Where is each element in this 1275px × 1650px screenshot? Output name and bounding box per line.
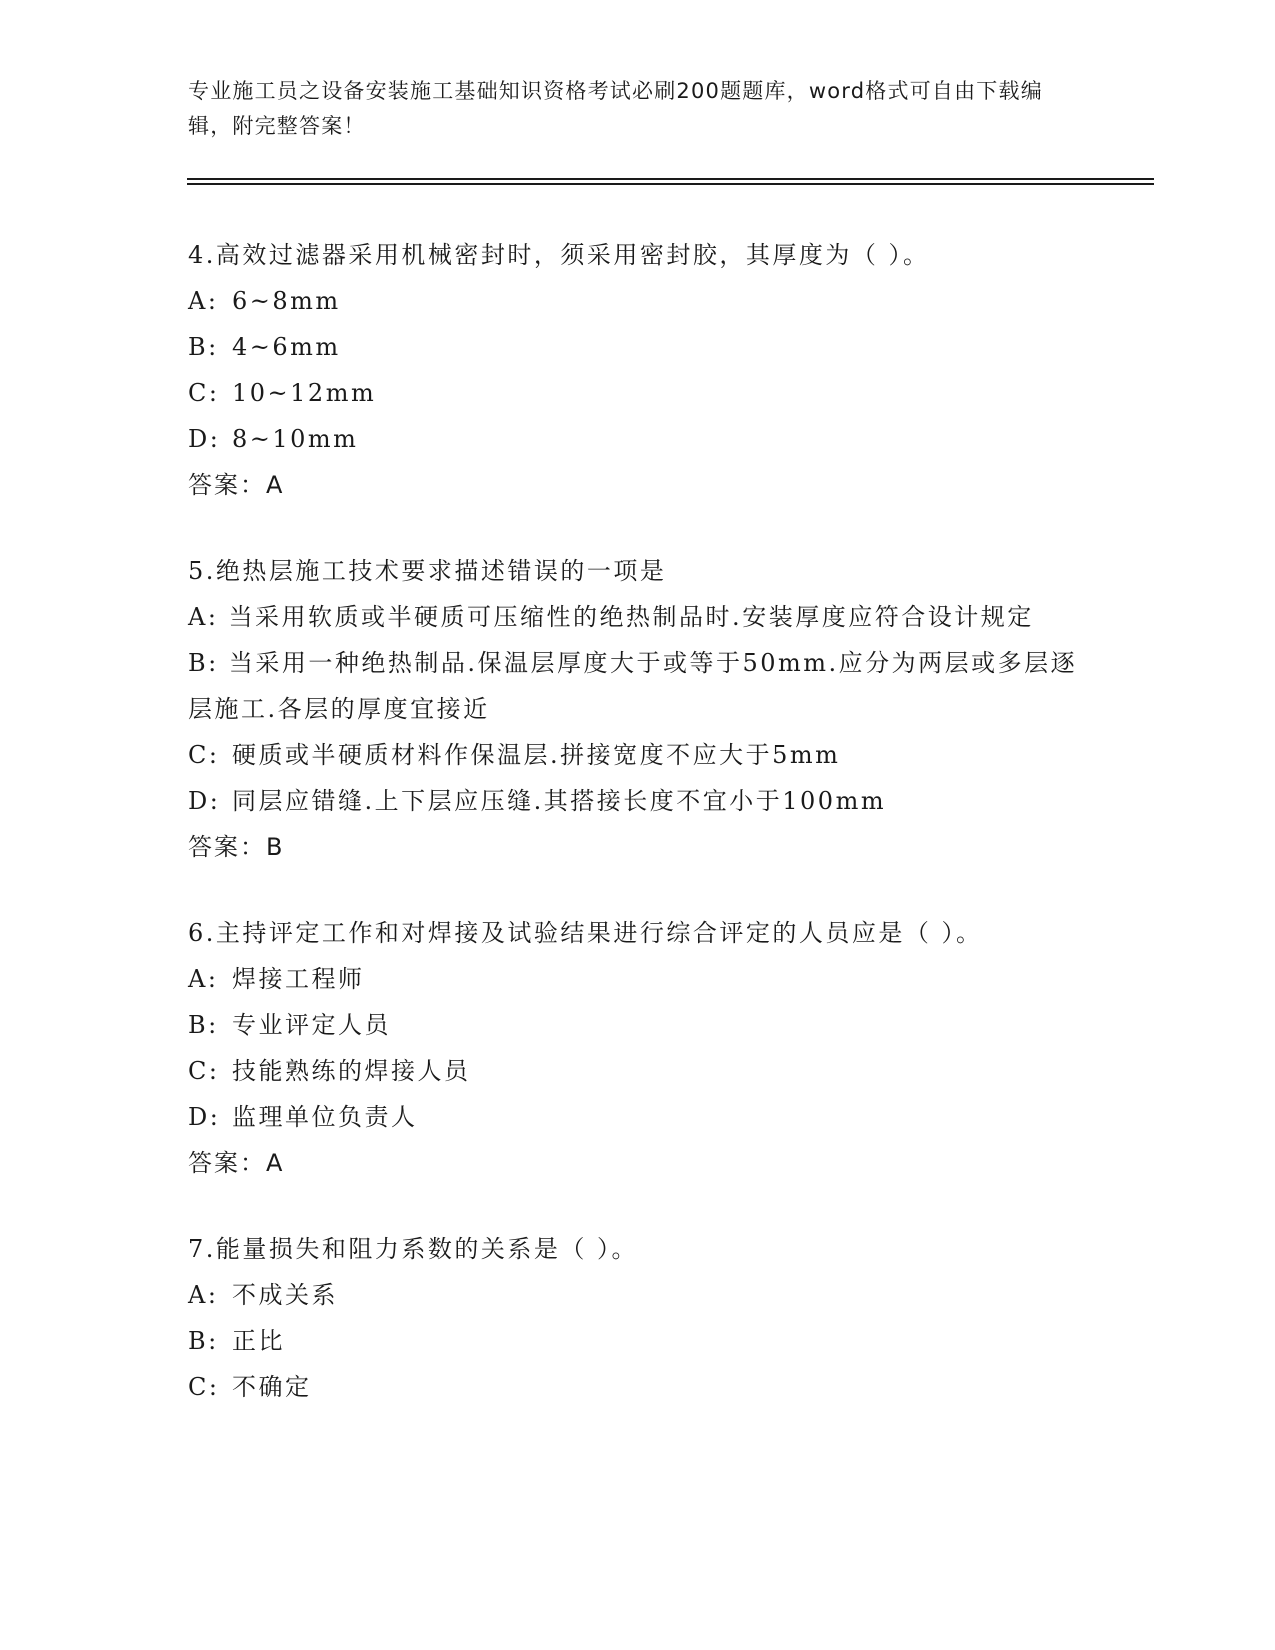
option-text: 不确定 bbox=[232, 1373, 312, 1401]
option-text: 监理单位负责人 bbox=[232, 1103, 418, 1131]
option-text: 当采用一种绝热制品.保温层厚度大于或等于50mm.应分为两层或多层逐层施工.各层的厚度宜接近 bbox=[188, 649, 1078, 723]
option-text: 10~12mm bbox=[232, 379, 377, 407]
option-label: D: bbox=[188, 787, 221, 815]
header-rule-top bbox=[187, 178, 1154, 180]
option-text: 不成关系 bbox=[232, 1281, 338, 1309]
option-label: B: bbox=[188, 333, 219, 361]
option-text: 8~10mm bbox=[232, 425, 359, 453]
option-label: A: bbox=[188, 965, 219, 993]
option-label: B: bbox=[188, 1011, 219, 1039]
question-6 bbox=[188, 910, 1088, 1186]
question-stem: 4.高效过滤器采用机械密封时，须采用密封胶，其厚度为（ ）。 bbox=[188, 241, 930, 269]
answer-line: 答案：A bbox=[188, 471, 285, 499]
question-stem: 5.绝热层施工技术要求描述错误的一项是 bbox=[188, 557, 667, 585]
option-b bbox=[188, 1318, 1088, 1364]
option-a bbox=[188, 278, 1088, 324]
option-text: 硬质或半硬质材料作保温层.拼接宽度不应大于5mm bbox=[232, 741, 841, 769]
option-text: 4~6mm bbox=[232, 333, 341, 361]
answer-line: 答案：A bbox=[188, 1149, 285, 1177]
question-5 bbox=[188, 548, 1088, 870]
option-text: 当采用软质或半硬质可压缩性的绝热制品时.安装厚度应符合设计规定 bbox=[228, 603, 1034, 631]
option-text: 6~8mm bbox=[232, 287, 341, 315]
option-d bbox=[188, 1094, 1088, 1140]
option-c bbox=[188, 370, 1088, 416]
question-4 bbox=[188, 232, 1088, 508]
option-text: 技能熟练的焊接人员 bbox=[232, 1057, 471, 1085]
option-d bbox=[188, 416, 1088, 462]
option-text: 专业评定人员 bbox=[232, 1011, 391, 1039]
document-header: 专业施工员之设备安装施工基础知识资格考试必刷200题题库，word格式可自由下载编辑，附完整答案！ bbox=[188, 79, 1043, 138]
option-text: 正比 bbox=[232, 1327, 285, 1355]
option-label: C: bbox=[188, 1373, 220, 1401]
option-a bbox=[188, 1272, 1088, 1318]
option-label: A: bbox=[188, 1281, 219, 1309]
option-a bbox=[188, 956, 1088, 1002]
question-7 bbox=[188, 1226, 1088, 1410]
option-b bbox=[188, 1002, 1088, 1048]
option-label: B: bbox=[188, 649, 219, 677]
option-c bbox=[188, 1364, 1088, 1410]
option-label: B: bbox=[188, 1327, 219, 1355]
question-list bbox=[188, 232, 1088, 1410]
option-label: A: bbox=[188, 287, 219, 315]
header-rule-bottom bbox=[187, 183, 1154, 185]
question-stem: 6.主持评定工作和对焊接及试验结果进行综合评定的人员应是（ ）。 bbox=[188, 919, 983, 947]
option-label: D: bbox=[188, 1103, 221, 1131]
option-label: C: bbox=[188, 1057, 220, 1085]
option-c bbox=[188, 1048, 1088, 1094]
option-d bbox=[188, 778, 1088, 824]
option-label: D: bbox=[188, 425, 221, 453]
option-b bbox=[188, 640, 1088, 732]
option-text: 同层应错缝.上下层应压缝.其搭接长度不宜小于100mm bbox=[232, 787, 887, 815]
answer-line: 答案：B bbox=[188, 833, 285, 861]
option-label: C: bbox=[188, 379, 220, 407]
option-a bbox=[188, 594, 1088, 640]
question-stem: 7.能量损失和阻力系数的关系是（ ）。 bbox=[188, 1235, 639, 1263]
option-text: 焊接工程师 bbox=[232, 965, 365, 993]
option-label: C: bbox=[188, 741, 220, 769]
option-label: A: bbox=[188, 603, 219, 631]
option-b bbox=[188, 324, 1088, 370]
option-c bbox=[188, 732, 1088, 778]
